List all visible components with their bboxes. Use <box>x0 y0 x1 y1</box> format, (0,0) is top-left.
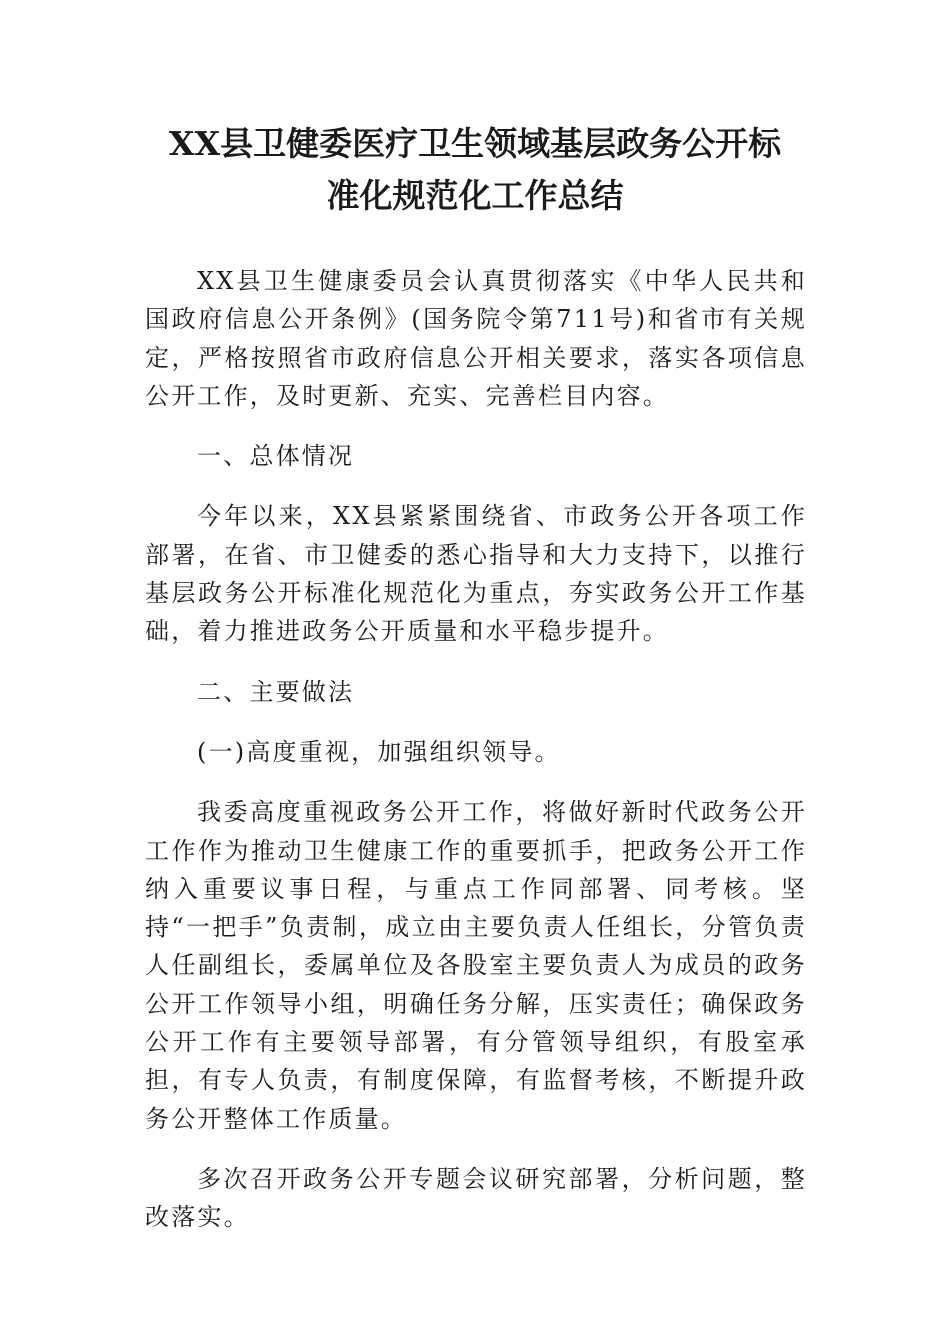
overview-paragraph: 今年以来，XX县紧紧围绕省、市政务公开各项工作部署，在省、市卫健委的悉心指导和大力支持下，以推行基层政务公开标准化规范化为重点，夯实政务公开工作基础，着力推进政务公开质量和水平稳步提升。 <box>145 502 807 646</box>
document-title <box>150 118 800 222</box>
title-line-1: XX县卫健委医疗卫生领域基层政务公开标 <box>168 124 782 163</box>
meetings-paragraph: 多次召开政务公开专题会议研究部署，分析问题，整改落实。 <box>145 1164 807 1232</box>
section-heading-main-practices: 二、主要做法 <box>197 677 355 706</box>
document-body <box>145 262 807 1259</box>
subsection-heading-leadership: (一)高度重视，加强组织领导。 <box>197 737 561 766</box>
intro-paragraph: XX县卫生健康委员会认真贯彻落实《中华人民共和国政府信息公开条例》(国务院令第711号)和省市有关规定，严格按照省市政府信息公开相关要求，落实各项信息公开工作，及时更新、充实、完善栏目内容。 <box>145 267 807 410</box>
title-line-2: 准化规范化工作总结 <box>326 176 624 215</box>
section-heading-overview: 一、总体情况 <box>197 442 355 471</box>
leadership-paragraph: 我委高度重视政务公开工作，将做好新时代政务公开工作作为推动卫生健康工作的重要抓手，把政务公开工作纳入重要议事日程，与重点工作同部署、同考核。坚持“一把手”负责制，成立由主要负责人任组长，分管负责人任副组长，委属单位及各股室主要负责人为成员的政务公开工作领导小组，明确任务分解，压实责任；确保政务公开工作有主要领导部署，有分管领导组织，有股室承担，有专人负责，有制度保障，有监督考核，不断提升政务公开整体工作质量。 <box>145 798 807 1133</box>
